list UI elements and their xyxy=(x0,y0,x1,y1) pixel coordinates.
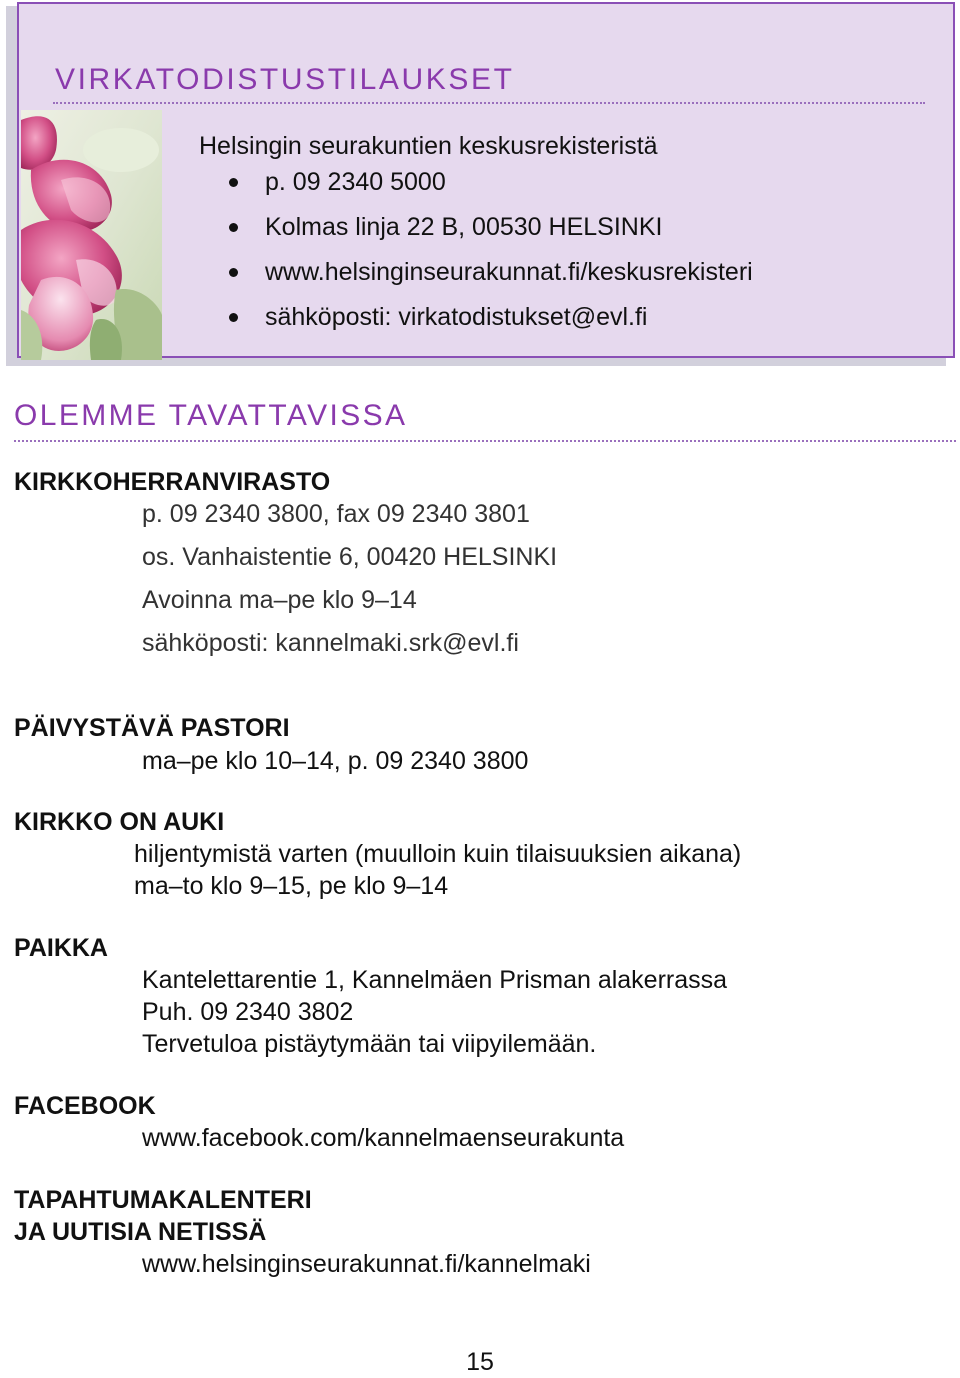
list-item xyxy=(181,254,753,299)
place-heading: PAIKKA xyxy=(14,934,108,962)
ordering-email: sähköposti: virkatodistukset@evl.fi xyxy=(265,303,648,331)
page-number: 15 xyxy=(466,1348,494,1376)
office-phone: p. 09 2340 3800, fax 09 2340 3801 xyxy=(142,500,530,528)
ordering-phone: p. 09 2340 5000 xyxy=(265,168,446,196)
facebook-url: www.facebook.com/kannelmaenseurakunta xyxy=(142,1124,625,1152)
list-item xyxy=(181,164,753,209)
place-phone: Puh. 09 2340 3802 xyxy=(142,998,354,1026)
list-item xyxy=(181,299,753,344)
ordering-address: Kolmas linja 22 B, 00530 HELSINKI xyxy=(265,213,663,241)
ordering-title-divider xyxy=(53,102,925,104)
ordering-intro: Helsingin seurakuntien keskusrekisteristä xyxy=(199,132,658,160)
place-address: Kantelettarentie 1, Kannelmäen Prisman alakerrassa xyxy=(142,966,728,994)
church-open-hours: ma–to klo 9–15, pe klo 9–14 xyxy=(134,872,449,900)
ordering-website: www.helsinginseurakunnat.fi/keskusrekisteri xyxy=(265,258,753,286)
pink-flower-photo xyxy=(21,110,162,360)
office-hours: Avoinna ma–pe klo 9–14 xyxy=(142,586,417,614)
ordering-box xyxy=(17,2,955,358)
list-item xyxy=(181,209,753,254)
ordering-title: VIRKATODISTUSTILAUKSET xyxy=(55,63,515,96)
ordering-list xyxy=(181,164,753,344)
bullet-icon xyxy=(229,313,238,322)
facebook-heading: FACEBOOK xyxy=(14,1092,156,1120)
church-open-purpose: hiljentymistä varten (muulloin kuin tilaisuuksien aikana) xyxy=(134,840,742,868)
bullet-icon xyxy=(229,178,238,187)
pastor-heading: PÄIVYSTÄVÄ PASTORI xyxy=(14,714,290,742)
office-address: os. Vanhaistentie 6, 00420 HELSINKI xyxy=(142,543,558,571)
place-welcome: Tervetuloa pistäytymään tai viipyilemään. xyxy=(142,1030,597,1058)
church-heading: KIRKKO ON AUKI xyxy=(14,808,225,836)
office-heading: KIRKKOHERRANVIRASTO xyxy=(14,468,331,496)
bullet-icon xyxy=(229,223,238,232)
calendar-url: www.helsinginseurakunnat.fi/kannelmaki xyxy=(142,1250,591,1278)
office-email: sähköposti: kannelmaki.srk@evl.fi xyxy=(142,629,519,657)
calendar-subheading: JA UUTISIA NETISSÄ xyxy=(14,1218,267,1246)
contact-title: OLEMME TAVATTAVISSA xyxy=(14,399,408,432)
ordering-content xyxy=(181,128,753,346)
calendar-heading: TAPAHTUMAKALENTERI xyxy=(14,1186,312,1214)
pastor-hours: ma–pe klo 10–14, p. 09 2340 3800 xyxy=(142,747,529,775)
bullet-icon xyxy=(229,268,238,277)
contact-title-divider xyxy=(14,440,956,442)
